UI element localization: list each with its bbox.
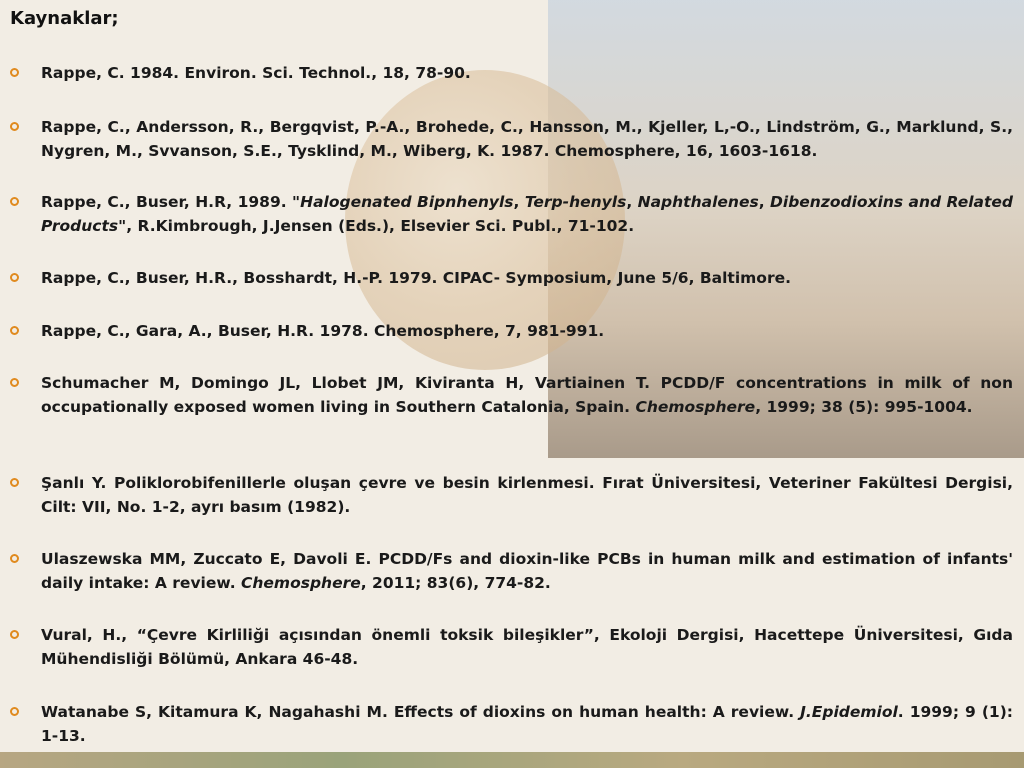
reference-text: , R.Kimbrough, J.Jensen (Eds.), Elsevier Sci. Publ., 71-102. xyxy=(126,217,635,235)
reference-text: Vural, H., “Çevre Kirliliği açısından önemli toksik bileşikler”, Ekoloji Dergisi, Hacettepe Üniversitesi, Gıda Mühendisliği Bölümü, Ankara 46-48. xyxy=(41,626,1013,668)
bullet-icon xyxy=(10,122,19,131)
reference-item xyxy=(41,623,1013,671)
reference-text: Rappe, C. 1984. Environ. Sci. Technol., 18, 78-90. xyxy=(41,64,471,82)
bullet-icon xyxy=(10,707,19,716)
reference-item xyxy=(41,266,1013,290)
bullet-icon xyxy=(10,378,19,387)
reference-text: Watanabe S, Kitamura K, Nagahashi M. Effects of dioxins on human health: A review. xyxy=(41,703,801,721)
reference-text: , xyxy=(626,193,638,211)
bullet-icon xyxy=(10,326,19,335)
reference-italic-text: Terp-henyls xyxy=(524,193,627,211)
bullet-icon xyxy=(10,478,19,487)
bullet-icon xyxy=(10,630,19,639)
reference-item xyxy=(41,61,1013,85)
reference-italic-text: Chemosphere xyxy=(241,574,361,592)
reference-text: . 1999; 9 (1): 1-13. xyxy=(41,703,1013,745)
bullet-icon xyxy=(10,273,19,282)
reference-item xyxy=(41,471,1013,519)
slide-title: Kaynaklar; xyxy=(10,8,119,29)
reference-italic-text: J.Epidemiol xyxy=(800,703,898,721)
reference-text: Ulaszewska MM, Zuccato E, Davoli E. PCDD/Fs and dioxin-like PCBs in human milk and estimation of infants' daily intake: A review. xyxy=(41,550,1013,592)
reference-text: , 1999; 38 (5): 995-1004. xyxy=(755,398,973,416)
reference-item xyxy=(41,319,1013,343)
bullet-icon xyxy=(10,197,19,206)
reference-text: , 2011; 83(6), 774-82. xyxy=(360,574,551,592)
reference-italic-text: Chemosphere xyxy=(635,398,756,416)
bullet-icon xyxy=(10,68,19,77)
reference-text: , xyxy=(513,193,525,211)
reference-text: Rappe, C., Buser, H.R, 1989. xyxy=(41,193,293,211)
reference-italic-text: Dibenzodioxins and Related Products" xyxy=(41,193,1014,235)
reference-text: , xyxy=(758,193,771,211)
reference-item xyxy=(41,190,1013,238)
reference-text: Rappe, C., Andersson, R., Bergqvist, P.-A., Brohede, C., Hansson, M., Kjeller, L,-O., Lindström, G., Marklund, S., Nygren, M., Svvanson, S.E., Tysklind, M., Wiberg, K. 1987. Chemosphere, 16, 1603-1618. xyxy=(41,118,1013,160)
reference-item xyxy=(41,547,1013,595)
reference-text: Schumacher M, Domingo JL, Llobet JM, Kiviranta H, Vartiainen T. PCDD/F concentrations in milk of non occupationally exposed women living in Southern Catalonia, Spain. xyxy=(41,374,1013,416)
reference-italic-text: "Halogenated Bipnhenyls xyxy=(292,193,514,211)
reference-item xyxy=(41,700,1013,748)
reference-item xyxy=(41,115,1013,163)
reference-italic-text: Naphthalenes xyxy=(637,193,759,211)
reference-item xyxy=(41,371,1013,419)
reference-text: Şanlı Y. Poliklorobifenillerle oluşan çevre ve besin kirlenmesi. Fırat Üniversitesi, Veteriner Fakültesi Dergisi, Cilt: VII, No. 1-2, ayrı basım (1982). xyxy=(41,474,1013,516)
reference-text: Rappe, C., Gara, A., Buser, H.R. 1978. Chemosphere, 7, 981-991. xyxy=(41,322,605,340)
bullet-icon xyxy=(10,554,19,563)
reference-text: Rappe, C., Buser, H.R., Bosshardt, H.-P. 1979. CIPAC- Symposium, June 5/6, Baltimore. xyxy=(41,269,792,287)
